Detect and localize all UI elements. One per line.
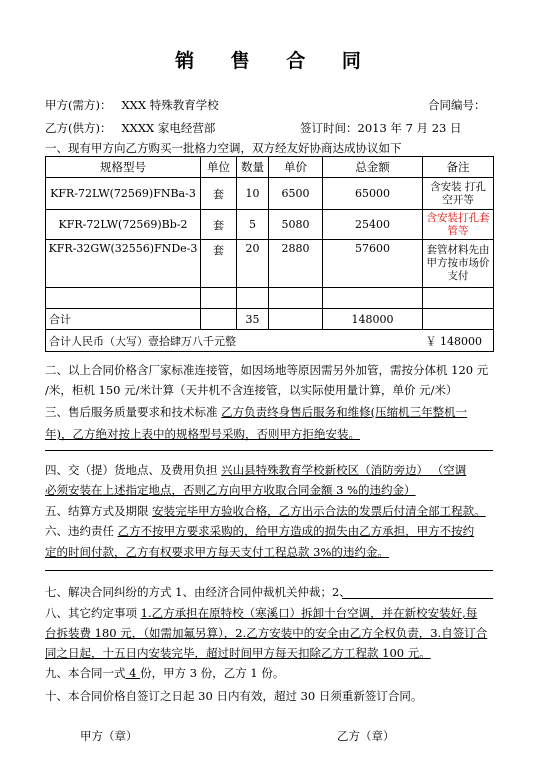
cell-price: 5080 [269, 210, 323, 240]
rmb-value: ￥ 148000 [425, 334, 482, 348]
clause-9-text: 份，甲方 3 份，乙方 1 份。 [140, 666, 285, 680]
clause-8-line-1 [45, 605, 477, 621]
header-model: 规格型号 [46, 157, 201, 178]
total-label: 合计 [46, 309, 201, 330]
clause-5-text: 安装完毕甲方验收合格，乙方出示合法的发票后付清全部工程款。 [152, 504, 486, 518]
product-table [45, 156, 494, 352]
cell-qty: 20 [237, 240, 269, 288]
total-amount: 148000 [323, 309, 423, 330]
clause-3-line-1 [45, 404, 467, 420]
cell-amount: 57600 [323, 240, 423, 288]
cell-remark: 套管材料先由甲方按市场价支付 [423, 240, 494, 288]
rmb-cell [46, 330, 494, 352]
header-price: 单价 [269, 157, 323, 178]
clause-1: 一、现有甲方向乙方购买一批格力空调，双方经友好协商达成协议如下 [45, 141, 402, 155]
table-header-row [46, 157, 494, 178]
buyer-seal: 甲方（章） [80, 729, 138, 743]
cell-remark: 含安装 打孔空开等 [423, 178, 494, 210]
cell-empty [423, 288, 494, 309]
cell-empty [423, 309, 494, 330]
cell-empty [46, 288, 201, 309]
header-amount: 总金额 [323, 157, 423, 178]
clause-5 [45, 503, 486, 519]
cell-empty [201, 309, 237, 330]
blank-rule [45, 570, 493, 571]
cell-qty: 10 [237, 178, 269, 210]
header-remark: 备注 [423, 157, 494, 178]
cell-empty [269, 309, 323, 330]
clause-6-label: 六、违约责任 [45, 524, 118, 538]
clause-8-line-3: 同之日起，十五日内安装完毕，超过时间甲方每天扣除乙方工程款 100 元。 [45, 646, 431, 660]
cell-empty [237, 288, 269, 309]
cell-price: 2880 [269, 240, 323, 288]
cell-model: KFR-72LW(72569)FNBa-3 [46, 178, 201, 210]
clause-8-label: 八、其它约定事项 [45, 606, 141, 620]
clause-10: 十、本合同价格自签订之日起 30 日内有效，超过 30 日须重新签订合同。 [45, 689, 423, 703]
table-row-empty [46, 288, 494, 309]
seller-line [45, 120, 215, 136]
clause-9 [45, 665, 284, 681]
cell-unit: 套 [201, 240, 237, 288]
clause-7: 七、解决合同纠纷的方式 1、由经济合同仲裁机关仲裁；2、 [45, 585, 351, 599]
cell-unit: 套 [201, 210, 237, 240]
total-qty: 35 [237, 309, 269, 330]
buyer-label: 甲方(需方)： [45, 98, 112, 112]
clause-8-line-2: 台拆装费 180 元，（如需加氟另算），2.乙方安装中的安全由乙方全权负责，3.自签订合 [45, 626, 488, 640]
table-row [46, 210, 494, 240]
clause-6-line-2: 定的时间付款，乙方有权要求甲方每天支付工程总款 3%的违约金。 [45, 545, 389, 559]
cell-model: KFR-72LW(72569)Bb-2 [46, 210, 201, 240]
clause-5-label: 五、结算方式及期限 [45, 504, 153, 518]
cell-empty [201, 288, 237, 309]
buyer-name: XXX 特殊教育学校 [121, 98, 219, 112]
clause-4-label: 四、交（提）货地点、及费用负担 [45, 463, 222, 477]
cell-qty: 5 [237, 210, 269, 240]
clause-4-line-2: 必须安装在上述指定地点，否则乙方向甲方收取合同金额 3 %的违约金） [45, 483, 416, 497]
header-qty: 数量 [237, 157, 269, 178]
blank-rule [45, 450, 493, 451]
cell-model: KFR-32GW(32556)FNDe-3 [46, 240, 201, 288]
clause-7-blank [342, 598, 493, 599]
clause-9-label: 九、本合同一式 [45, 666, 126, 680]
clause-9-copies: 4 [125, 666, 141, 680]
clause-8-text: 1.乙方承担在原特校（寒溪口）拆卸十台空调，并在新校安装好,每 [140, 606, 478, 620]
table-rmb-row [46, 330, 494, 352]
cell-remark: 含安装打孔套管等 [423, 210, 494, 240]
contract-number-label: 合同编号： [428, 98, 486, 112]
clause-3-text: 乙方负责终身售后服务和维修(压缩机三年整机一 [221, 405, 468, 419]
clause-6-text: 乙方不按甲方要求采购的，给甲方造成的损失由乙方承担，甲方不按约 [117, 524, 475, 538]
table-row [46, 178, 494, 210]
clause-3-label: 三、售后服务质量要求和技术标准 [45, 405, 222, 419]
clause-4-line-1 [45, 462, 466, 478]
rmb-label: 合计人民币（大写）壹拾肆万八千元整 [49, 334, 236, 348]
sign-time: 签订时间：2013 年 7 月 23 日 [300, 121, 462, 135]
cell-unit: 套 [201, 178, 237, 210]
clause-3-line-2: 年)，乙方绝对按上表中的规格型号采购，否则甲方拒绝安装。 [45, 427, 360, 441]
clause-2-line-2: /米，柜机 150 元/米计算（天井机不含连接管，以实际使用量计算，单价 元/米） [45, 383, 458, 397]
buyer-line [45, 97, 219, 113]
header-unit: 单位 [201, 157, 237, 178]
clause-4-text: 兴山县特殊教育学校新校区（消防旁边） （空调 [221, 463, 467, 477]
seller-seal: 乙方（章） [337, 729, 395, 743]
cell-price: 6500 [269, 178, 323, 210]
cell-empty [269, 288, 323, 309]
cell-amount: 65000 [323, 178, 423, 210]
clause-2-line-1: 二、以上合同价格含厂家标准连接管，如因场地等原因需另外加管，需按分体机 120 元 [45, 363, 489, 377]
seller-label: 乙方(供方)： [45, 121, 112, 135]
table-total-row [46, 309, 494, 330]
cell-amount: 25400 [323, 210, 423, 240]
seller-name: XXXX 家电经营部 [121, 121, 216, 135]
clause-6-line-1 [45, 523, 474, 539]
cell-empty [323, 288, 423, 309]
table-row [46, 240, 494, 288]
contract-title: 销 售 合 同 [175, 50, 376, 72]
